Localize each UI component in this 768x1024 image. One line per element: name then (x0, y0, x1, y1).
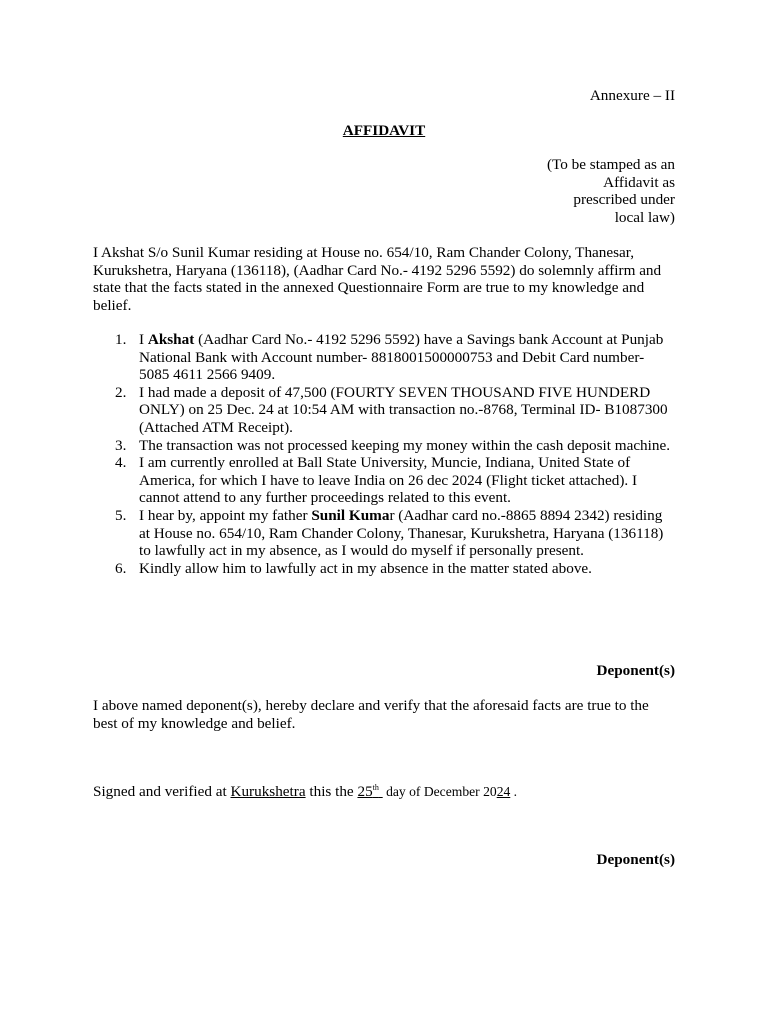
document-title: AFFIDAVIT (342, 122, 426, 139)
list-item (93, 384, 675, 437)
list-item (93, 560, 675, 578)
item-text-post: (Aadhar Card No.- 4192 5296 5592) have a Savings bank Account at Punjab National Bank with Account number- 8818001500000753 and Debit Card number- 5085 4611 2566 9409. (139, 331, 664, 384)
deponent-label-bottom: Deponent(s) (596, 851, 675, 868)
item-text: I had made a deposit of 47,500 (FOURTY SEVEN THOUSAND FIVE HUNDERD ONLY) on 25 Dec. 24 at 10:54 AM with transaction no.-8768, Terminal ID- B1087300 (Attached ATM Receipt). (139, 383, 668, 436)
item-text-pre: I (139, 331, 148, 348)
signed-day-of: day of December 20 (382, 784, 497, 799)
signed-this-the: this the (305, 783, 358, 800)
item-name-bold: Sunil Kuma (311, 506, 390, 524)
item-text: I am currently enrolled at Ball State University, Muncie, Indiana, United State of America, for which I have to leave India on 26 dec 2024 (Flight ticket attached). I cannot attend to any further proceedings related to this event. (139, 454, 638, 507)
list-item (93, 454, 675, 507)
list-number: 5. (115, 506, 127, 524)
signed-day-suffix: th (372, 783, 379, 792)
signed-line (93, 783, 517, 801)
intro-paragraph: I Akshat S/o Sunil Kumar residing at House no. 654/10, Ram Chander Colony, Thanesar, Kurukshetra, Haryana (136118), (Aadhar Card No.- 4192 5296 5592) do solemnly affirm and state that the facts stated in the annexed Questionnaire Form are true to my knowledge and belief. (93, 244, 662, 314)
deponent-label-top: Deponent(s) (596, 662, 675, 679)
list-item (93, 437, 675, 455)
verification-paragraph: I above named deponent(s), hereby declare and verify that the aforesaid facts are true to the best of my knowledge and belief. (93, 697, 649, 732)
item-text-pre: I hear by, appoint my father (139, 506, 312, 524)
list-number: 2. (115, 383, 127, 401)
list-number: 3. (115, 436, 127, 454)
list-number: 6. (115, 559, 127, 577)
signed-end: . (510, 784, 518, 799)
signed-day (357, 783, 382, 800)
list-number: 4. (115, 454, 127, 472)
item-text-post: r (Aadhar card no.-8865 8894 2342) residing at House no. 654/10, Ram Chander Colony, Thanesar, Kurukshetra, Haryana (136118) to lawfully act in my absence, as I would do myself if personally present. (139, 506, 664, 560)
signed-prefix: Signed and verified at (93, 783, 231, 800)
signed-place: Kurukshetra (230, 783, 306, 800)
list-item (93, 331, 675, 384)
signed-day-number: 25 (357, 783, 373, 800)
annexure-label: Annexure – II (589, 87, 675, 104)
item-name-bold: Akshat (147, 331, 195, 348)
stamp-note: (To be stamped as an Affidavit as prescribed under local law) (547, 156, 675, 226)
list-number: 1. (115, 331, 127, 348)
signed-year-suffix: 24 (496, 784, 511, 799)
list-item (93, 507, 675, 560)
statement-list (93, 331, 675, 577)
item-text: The transaction was not processed keeping my money within the cash deposit machine. (139, 436, 670, 454)
item-text: Kindly allow him to lawfully act in my absence in the matter stated above. (139, 559, 592, 577)
